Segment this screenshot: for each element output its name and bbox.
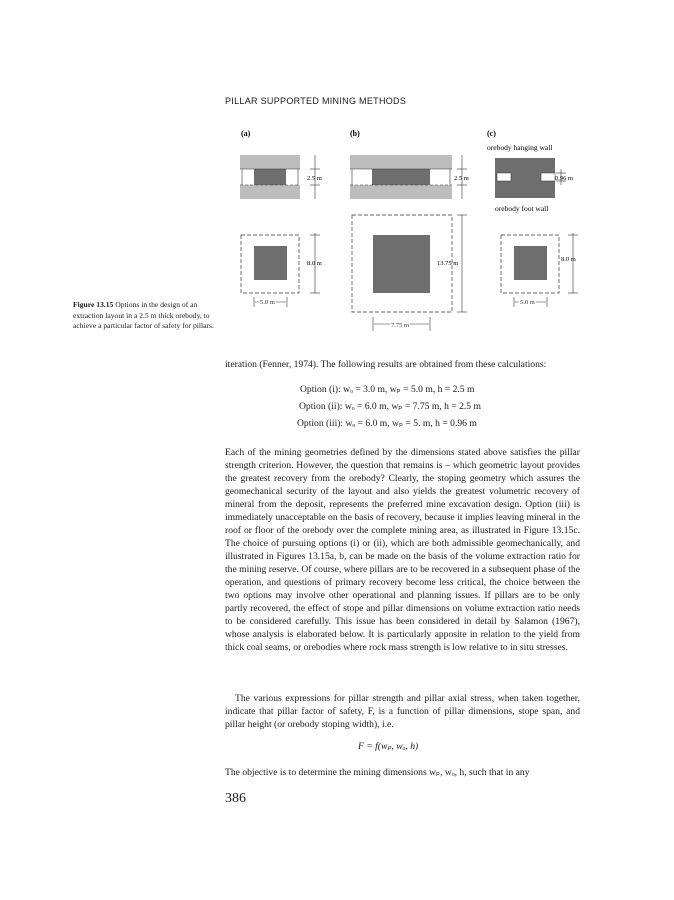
paragraph-1: iteration (Fenner, 1974). The following results are obtained from these calculations: (225, 359, 547, 370)
paragraph-2: Each of the mining geometries defined by the dimensions stated above satisfies the pillar strength criterion. However, the question that remains is – which geometric layout provides the greatest recovery from the orebody? Clearly, the stoping geometry which assures the geomechanical security of the layout and also yields the greatest volumetric recovery of mineral from the deposit, represents the preferred mine excavation design. Option (iii) is immediately unacceptable on the basis of recovery, because it implies leaving mineral in the roof or floor of the orebody over the complete mining area, as illustrated in Figure 13.15c. The choice of pursuing options (i) or (ii), which are both admissible geomechanically, and illustrated in Figures 13.15a, b, can be made on the basis of the volume extraction ratio for the mining reserve. Of course, where pillars are to be recovered in a subsequent phase of the operation, and questions of primary recovery become less critical, the choice between the two options may involve other operational and planning issues. If pillars are to be only partly recovered, the effect of stope and pillar dimensions on volume extraction ratio needs to be considered carefully. This issue has been considered in detail by Salamon (1967), whose analysis is elaborated below. It is particularly apposite in relation to the yield from thick coal seams, or orebodies where rock mass strength is low relative to in situ stresses. (225, 447, 580, 653)
paragraph-3: The various expressions for pillar strength and pillar axial stress, when taken together, indicate that pillar factor of safety, F, is a function of pillar dimensions, stope span, and pillar height (or orebody stoping width), i.e. (225, 693, 580, 730)
panel-c-foot-wall: orebody foot wall (495, 204, 549, 213)
panel-c-plan (501, 233, 578, 307)
panel-a-label: (a) (241, 129, 251, 138)
panel-a-plan (241, 233, 322, 307)
panel-b-pillar-dim: 7.75 m (391, 322, 410, 329)
option-2: Option (ii): wₒ = 6.0 m, wₚ = 7.75 m, h = 2.5 m (299, 401, 481, 412)
figure-caption (73, 300, 223, 332)
panel-c-label: (c) (487, 129, 496, 138)
paragraph-4: The objective is to determine the mining dimensions wₚ, wₒ, h, such that in any (225, 767, 530, 778)
panel-c-pillar-dim: 5.0 m (520, 299, 535, 306)
running-header: PILLAR SUPPORTED MINING METHODS (225, 96, 407, 106)
caption-text: Options in the design of an extraction layout in a 2.5 m thick orebody, to achieve a particular factor of safety for pillars. (73, 300, 214, 330)
panel-c-span-dim: 8.0 m (561, 256, 576, 263)
panel-b-section (350, 155, 469, 199)
panel-c-section (495, 158, 573, 198)
page-number: 386 (225, 791, 246, 806)
option-3: Option (iii): wₒ = 6.0 m, wₚ = 5. m, h = 0.96 m (297, 418, 477, 429)
panel-a-section (240, 155, 322, 199)
panel-b-span-dim: 13.75 m (437, 260, 459, 267)
panel-b-height-dim: 2.5 m (454, 175, 469, 182)
panel-b-plan (352, 215, 467, 331)
panel-a-pillar-dim: 5.0 m (260, 299, 275, 306)
figure-13-15 (225, 125, 585, 345)
panel-c-height-dim: 0.96 m (555, 175, 574, 182)
panel-b-label: (b) (350, 129, 360, 138)
panel-a-height-dim: 2.5 m (307, 175, 322, 182)
option-1: Option (i): wₒ = 3.0 m, wₚ = 5.0 m, h = 2.5 m (300, 384, 475, 395)
caption-label: Figure 13.15 (73, 300, 114, 309)
panel-a-span-dim: 8.0 m (307, 260, 322, 267)
equation: F = f(wₚ, wₒ, h) (358, 741, 419, 752)
panel-c-hanging-wall: orebody hanging wall (487, 143, 553, 152)
